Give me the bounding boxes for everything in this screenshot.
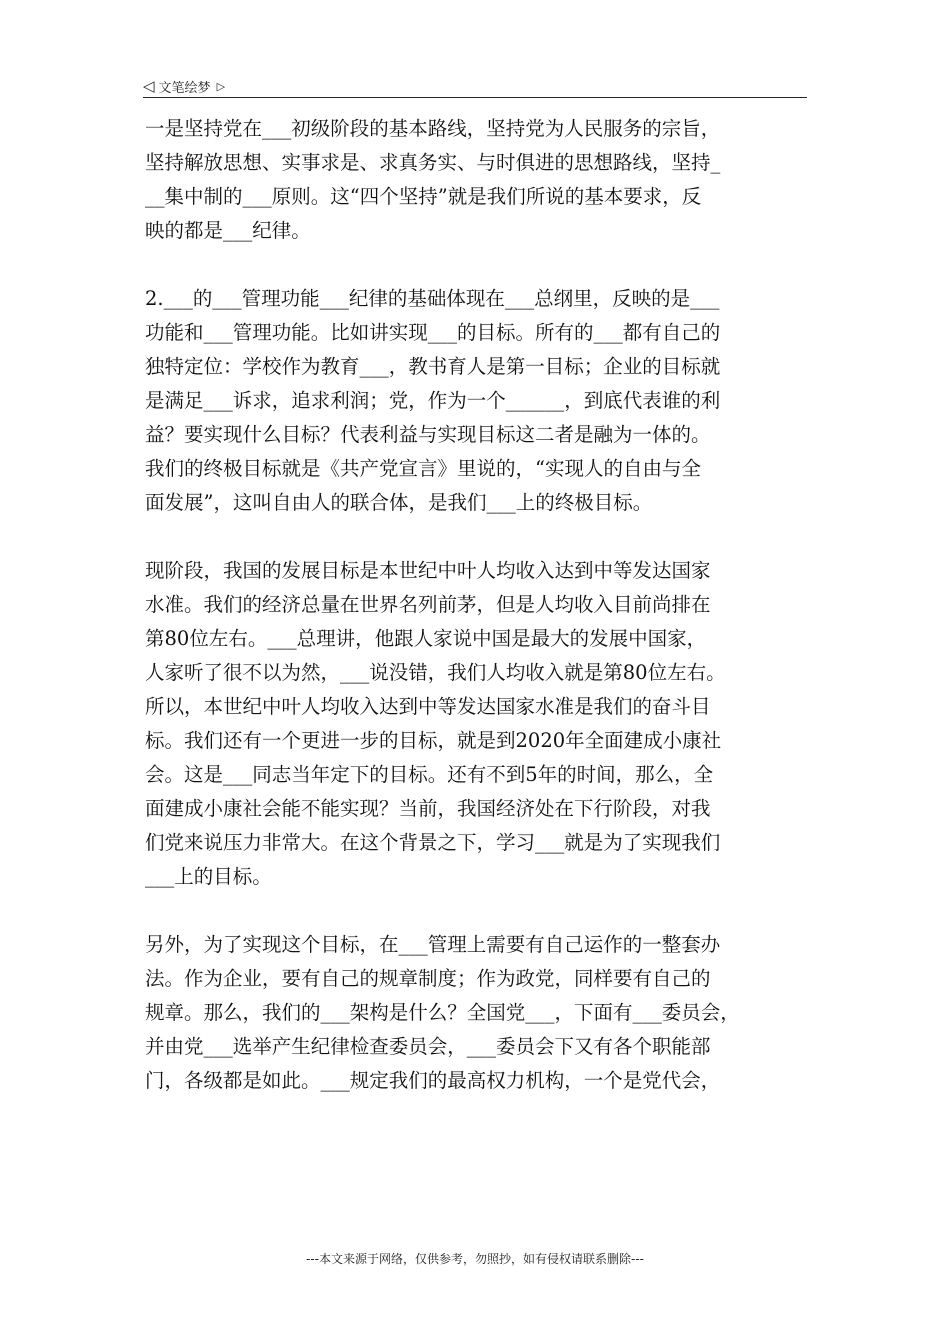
text-line: 一是坚持党在___初级阶段的基本路线，坚持党为人民服务的宗旨， [145, 117, 721, 140]
document-body [145, 112, 813, 1132]
text-line: 2.___的___管理功能___纪律的基础体现在___总纲里，反映的是___ [145, 287, 720, 310]
header-divider [143, 97, 807, 98]
text-line: 水准。我们的经济总量在世界名列前茅，但是人均收入目前尚排在 [145, 593, 711, 616]
text-line: 另外，为了实现这个目标，在___管理上需要有自己运作的一整套办 [145, 933, 721, 956]
text-line: 门，各级都是如此。___规定我们的最高权力机构，一个是党代会， [145, 1069, 721, 1092]
paragraph-2 [145, 282, 813, 520]
text-line: __集中制的___原则。这“四个坚持”就是我们所说的基本要求，反 [145, 185, 702, 208]
text-line: 标。我们还有一个更进一步的目标，就是到2020年全面建成小康社 [145, 729, 722, 752]
paragraph-3 [145, 554, 813, 894]
text-line: 功能和___管理功能。比如讲实现___的目标。所有的___都有自己的 [145, 321, 721, 344]
paragraph-1 [145, 112, 813, 248]
text-line: 会。这是___同志当年定下的目标。还有不到5年的时间，那么，全 [145, 763, 714, 786]
text-line: 规章。那么，我们的___架构是什么？全国党___，下面有___委员会， [145, 1001, 740, 1024]
page-header [143, 74, 807, 98]
triangle-left-icon: ◁ [143, 76, 155, 95]
text-line: 是满足___诉求，追求利润；党，作为一个______，到底代表谁的利 [145, 389, 721, 412]
text-line: 所以，本世纪中叶人均收入达到中等发达国家水准是我们的奋斗目 [145, 695, 711, 718]
text-line: 益？要实现什么目标？代表利益与实现目标这二者是融为一体的。 [145, 423, 711, 446]
text-line: 第80位左右。___总理讲，他跟人家说中国是最大的发展中国家， [145, 627, 707, 650]
text-line: 法。作为企业，要有自己的规章制度；作为政党，同样要有自己的 [145, 967, 711, 990]
triangle-right-icon: ▷ [216, 79, 226, 93]
text-line: 映的都是___纪律。 [145, 219, 311, 242]
text-line: 我们的终极目标就是《共产党宣言》里说的，“实现人的自由与全 [145, 457, 701, 480]
text-line: ___上的目标。 [145, 865, 272, 888]
text-line: 现阶段，我国的发展目标是本世纪中叶人均收入达到中等发达国家 [145, 559, 711, 582]
text-line: 面建成小康社会能不能实现？当前，我国经济处在下行阶段，对我 [145, 797, 711, 820]
footer-notice: ---本文来源于网络，仅供参考，勿照抄，如有侵权请联系删除--- [306, 1252, 644, 1266]
paragraph-4 [145, 928, 813, 1098]
text-line: 面发展”，这叫自由人的联合体，是我们___上的终极目标。 [145, 491, 653, 514]
text-line: 人家听了很不以为然，___说没错，我们人均收入就是第80位左右。 [145, 661, 726, 684]
header-title: 文笔绘梦 [158, 80, 211, 96]
text-line: 独特定位：学校作为教育___，教书育人是第一目标；企业的目标就 [145, 355, 721, 378]
text-line: 并由党___选举产生纪律检查委员会，___委员会下又有各个职能部 [145, 1035, 711, 1058]
text-line: 们党来说压力非常大。在这个背景之下，学习___就是为了实现我们 [145, 831, 721, 854]
text-line: 坚持解放思想、实事求是、求真务实、与时俱进的思想路线，坚持_ [145, 151, 721, 174]
